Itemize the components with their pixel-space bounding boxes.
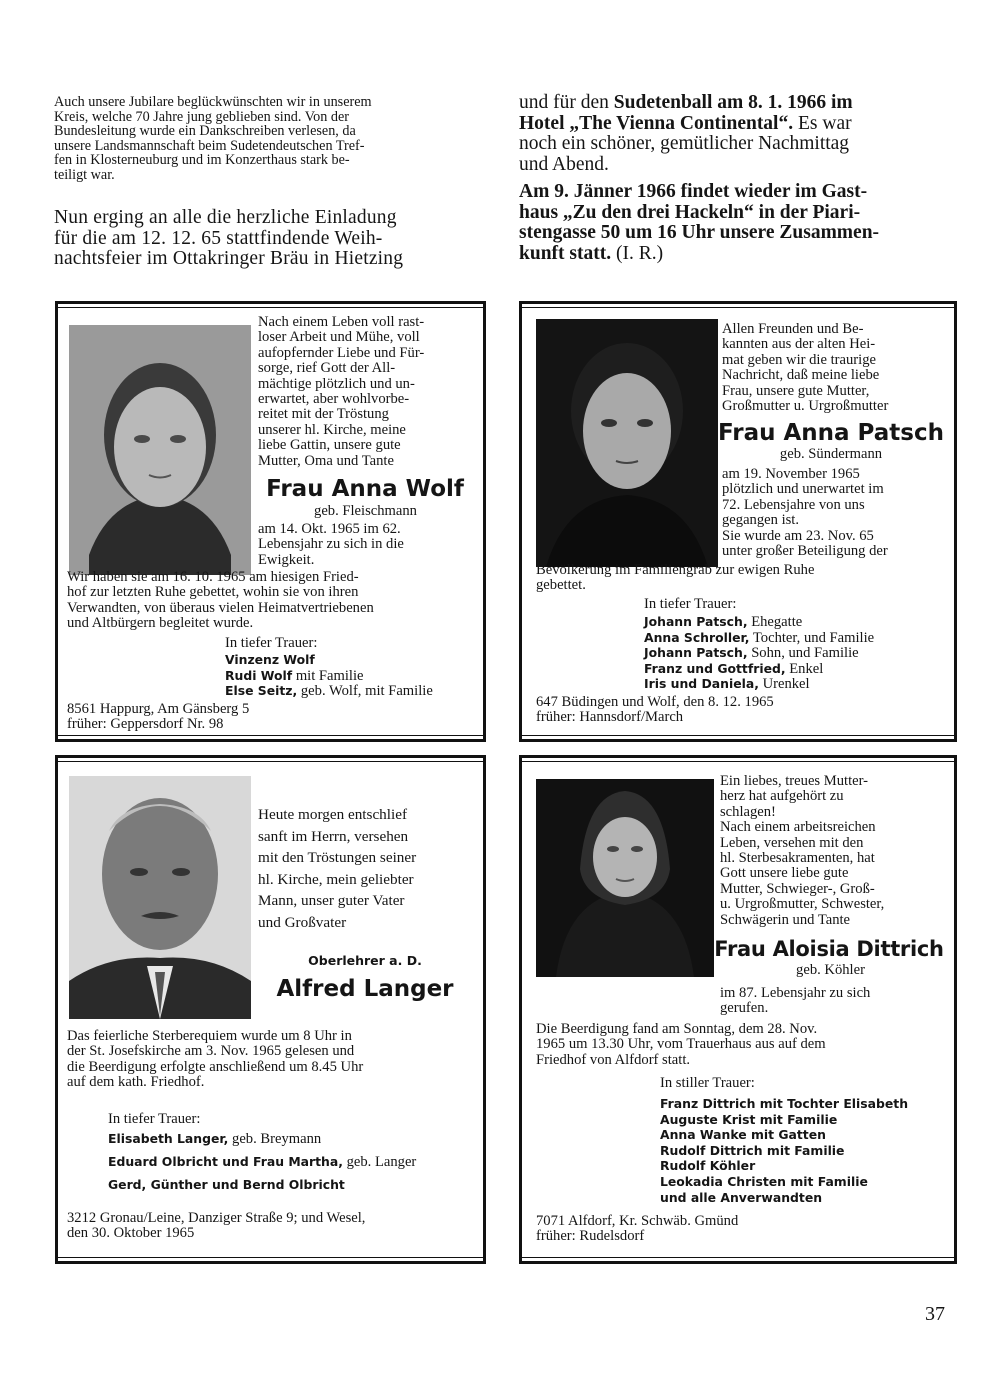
text-line: Schwägerin und Tante — [720, 911, 851, 928]
announcement — [519, 182, 959, 264]
portrait-photo — [69, 776, 251, 1019]
text-line: unter großer Beteiligung der — [722, 543, 888, 560]
text-line: liebe Gattin, unsere gute — [258, 437, 401, 454]
mourner — [108, 1154, 478, 1177]
text-line: früher: Rudelsdorf — [536, 1228, 645, 1245]
notice-body — [258, 804, 475, 934]
text-line: Allen Freunden und Be- — [722, 321, 864, 337]
text-line: unserer hl. Kirche, meine — [258, 421, 406, 438]
text-line: Lebensjahr zu sich in die — [258, 536, 404, 553]
lead-line: und Abend. — [519, 153, 609, 175]
maiden-name: geb. Köhler — [796, 962, 865, 978]
mourner — [108, 1177, 478, 1200]
text-line: gebettet. — [536, 577, 586, 594]
mourner-name: Iris und Daniela, — [644, 676, 759, 692]
text-line: Großmutter u. Urgroßmutter — [722, 398, 889, 415]
mourner-detail: Sohn, und Familie — [747, 645, 859, 662]
mourner-name: Gerd, Günther und Bernd Olbricht — [108, 1177, 345, 1192]
text-line: Friedhof von Alfdorf statt. — [536, 1051, 691, 1068]
text-line: am 19. November 1965 — [722, 466, 860, 482]
text-line: Frau, unsere gute Mutter, — [722, 382, 870, 399]
announce-line — [519, 244, 959, 265]
text-line: kannten aus der alten Hei- — [722, 336, 876, 353]
obituary-anna-wolf — [55, 301, 486, 742]
text-line: 3212 Gronau/Leine, Danziger Straße 9; und Wesel, — [67, 1210, 366, 1226]
text-line: teiligt war. — [54, 166, 115, 183]
mourner-list — [644, 614, 944, 692]
text-line: Ewigkeit. — [258, 551, 315, 568]
text-line: der St. Josefskirche am 3. Nov. 1965 gelesen und — [67, 1043, 355, 1060]
text-line: Verwandten, von überaus vielen Heimatvertriebenen — [67, 599, 374, 616]
text-line: reitet mit der Tröstung — [258, 406, 389, 423]
mourner — [225, 652, 475, 668]
mourner-detail: Tochter, und Familie — [749, 629, 875, 646]
text-line: Wir haben sie am 16. 10. 1965 am hiesigen Fried- — [67, 569, 359, 585]
address — [67, 1211, 477, 1242]
mourner: Auguste Krist mit Familie — [660, 1111, 838, 1127]
text-line: aufopfernder Liebe und Für- — [258, 344, 425, 361]
text-line: sanft im Herrn, versehen — [258, 827, 409, 845]
intro-lead — [54, 208, 494, 270]
text-line: Mutter, Oma und Tante — [258, 452, 394, 469]
text-line: früher: Hannsdorf/March — [536, 709, 684, 726]
mourner — [108, 1131, 478, 1154]
text-line: Bundesleitung wurde ein Dankschreiben verlesen, da — [54, 123, 356, 140]
burial-text — [536, 1022, 941, 1068]
lead-line — [519, 114, 959, 135]
notice-body — [720, 774, 941, 928]
mourner-name: Elisabeth Langer, — [108, 1131, 229, 1146]
deceased-name: Frau Aloisia Dittrich — [714, 937, 944, 961]
text-line: Sie wurde am 23. Nov. 65 — [722, 527, 874, 544]
announce-line: stengasse 50 um 16 Uhr unsere Zusammen- — [519, 222, 880, 243]
mourner: Franz Dittrich mit Tochter Elisabeth — [660, 1096, 909, 1111]
text-line: Nach einem arbeitsreichen — [720, 819, 876, 836]
mourner-name: Else Seitz, — [225, 683, 298, 698]
text-line: Nach einem Leben voll rast- — [258, 314, 425, 330]
mourner-detail: geb. Wolf, mit Familie — [297, 683, 433, 699]
mourner: Anna Wanke mit Gatten — [660, 1127, 826, 1143]
mourning-label: In stiller Trauer: — [660, 1075, 755, 1091]
obituary-alfred-langer — [55, 755, 486, 1264]
notice-body — [722, 322, 940, 414]
mourner-detail: geb. Langer — [342, 1154, 417, 1170]
text-line: Bevölkerung im Familiengrab zur ewigen Ruhe — [536, 562, 815, 578]
notice-body — [258, 315, 473, 469]
text-line: auf dem kath. Friedhof. — [67, 1074, 205, 1091]
mourner-list — [660, 1096, 950, 1205]
announce-line: haus „Zu den drei Hackeln“ in der Piari- — [519, 201, 861, 223]
lead-line — [519, 93, 959, 114]
text-line: Gott unsere liebe gute — [720, 865, 849, 882]
text-line: Mann, unser guter Vater — [258, 892, 405, 910]
announce-line: Am 9. Jänner 1966 findet wieder im Gast- — [519, 181, 868, 202]
text-line: Nachricht, daß meine liebe — [722, 367, 880, 384]
text-line: hl. Sterbesakramenten, hat — [720, 850, 875, 867]
lead-line: noch ein schöner, gemütlicher Nachmittag — [519, 133, 850, 154]
portrait-photo — [536, 779, 714, 977]
mourner-name: Eduard Olbricht und Frau Martha, — [108, 1154, 343, 1169]
text-line: 72. Lebensjahre von uns — [722, 496, 865, 513]
mourner-list — [108, 1131, 478, 1200]
text-line: mächtige plötzlich und un- — [258, 375, 415, 392]
text-line: hof zur letzten Ruhe gebettet, wohin sie von ihren — [67, 584, 359, 601]
address — [536, 695, 940, 726]
burial-text — [536, 563, 940, 594]
mourner-name: Johann Patsch, — [644, 645, 748, 661]
mourner — [644, 614, 944, 630]
text-line: schlagen! — [720, 803, 776, 820]
mourner — [644, 630, 944, 646]
maiden-name: geb. Fleischmann — [314, 503, 417, 519]
death-date — [722, 467, 940, 559]
text-line: die Beerdigung erfolgte anschließend um 8.45 Uhr — [67, 1058, 364, 1075]
text-bold: kunft statt. — [519, 242, 612, 264]
death-date — [720, 986, 941, 1017]
text-line: 8561 Happurg, Am Gänsberg 5 — [67, 701, 250, 717]
text-line: erwartet, aber wohlvorbe- — [258, 391, 410, 408]
text-line: am 14. Okt. 1965 im 62. — [258, 521, 401, 537]
address — [67, 702, 467, 733]
text-line: 1965 um 13.30 Uhr, vom Trauerhaus aus auf dem — [536, 1036, 826, 1053]
text-line: den 30. Oktober 1965 — [67, 1225, 195, 1242]
requiem-text — [67, 1029, 475, 1091]
text: und für den — [519, 92, 614, 113]
mourner: Rudolf Dittrich mit Familie — [660, 1142, 845, 1158]
text-line: mit den Tröstungen seiner — [258, 849, 417, 867]
mourner-name: Rudi Wolf — [225, 667, 293, 683]
signature: (I. R.) — [611, 242, 664, 264]
text-line: gerufen. — [720, 1000, 769, 1017]
text-line: und Altbürgern begleitet wurde. — [67, 615, 254, 632]
mourner — [644, 661, 944, 677]
deceased-name: Frau Anna Wolf — [266, 476, 464, 502]
text-line: mat geben wir die traurige — [722, 351, 876, 368]
text-line: Kreis, welche 70 Jahre jung geblieben sind. Von der — [54, 108, 349, 125]
page-number: 37 — [925, 1303, 945, 1325]
mourner-detail: mit Familie — [292, 667, 364, 684]
text-line: herz hat aufgehört zu — [720, 788, 844, 805]
text-line: 7071 Alfdorf, Kr. Schwäb. Gmünd — [536, 1213, 739, 1229]
text-line: fen in Klosterneuburg und im Konzerthaus stark be- — [54, 152, 350, 169]
text-line: u. Urgroßmutter, Schwester, — [720, 896, 885, 913]
mourner — [225, 683, 475, 699]
mourning-label: In tiefer Trauer: — [108, 1111, 201, 1127]
lead-line: nachtsfeier im Ottakringer Bräu in Hietzing — [54, 248, 404, 269]
lead-line: Nun erging an alle die herzliche Einladung — [54, 207, 397, 228]
text-line: unsere Landsmannschaft beim Sudetendeutschen Tref- — [54, 137, 365, 154]
text-line: und Großvater — [258, 913, 347, 931]
mourning-label: In tiefer Trauer: — [225, 635, 318, 651]
mourner: Rudolf Köhler — [660, 1158, 756, 1174]
address — [536, 1214, 941, 1245]
text-line: Die Beerdigung fand am Sonntag, dem 28. Nov. — [536, 1021, 818, 1037]
mourner-name: Franz und Gottfried, — [644, 660, 786, 676]
mourner-name: Anna Schroller, — [644, 629, 750, 645]
text: Es war — [793, 112, 852, 134]
text-line: Leben, versehen mit den — [720, 834, 864, 851]
portrait-photo — [536, 319, 718, 567]
burial-text — [67, 570, 474, 632]
mourner-name: Vinzenz Wolf — [225, 652, 315, 667]
text-line: Das feierliche Sterberequiem wurde um 8 Uhr in — [67, 1028, 352, 1044]
mourner-list — [225, 652, 475, 699]
text-line: Auch unsere Jubilare beglückwünschten wir in unserem — [54, 94, 372, 110]
obituary-anna-patsch — [519, 301, 957, 742]
mourner — [644, 676, 944, 692]
mourner — [225, 668, 475, 684]
death-date — [258, 522, 473, 568]
mourner-name: Johann Patsch, — [644, 614, 748, 629]
text-line: Ein liebes, treues Mutter- — [720, 773, 869, 789]
mourner — [644, 645, 944, 661]
mourner-detail: geb. Breymann — [228, 1131, 322, 1147]
text-line: Heute morgen entschlief — [258, 806, 408, 823]
mourner-detail: Enkel — [785, 660, 824, 677]
text-bold: Hotel „The Vienna Continental“. — [519, 112, 794, 134]
text-line: gegangen ist. — [722, 512, 800, 529]
mourner: Leokadia Christen mit Familie — [660, 1173, 868, 1189]
text-line: plötzlich und unerwartet im — [722, 481, 884, 498]
intro-paragraph — [54, 95, 486, 183]
maiden-name: geb. Sündermann — [779, 446, 883, 462]
mourner-detail: Urenkel — [758, 676, 810, 693]
text-line: sorge, rief Gott der All- — [258, 360, 396, 377]
deceased-name: Alfred Langer — [276, 976, 454, 1002]
deceased-title: Oberlehrer a. D. — [308, 953, 422, 968]
text-line: hl. Kirche, mein geliebter — [258, 870, 414, 888]
text-line: früher: Geppersdorf Nr. 98 — [67, 716, 224, 733]
intro-right-column — [519, 93, 959, 175]
obituary-aloisia-dittrich — [519, 755, 957, 1264]
portrait-photo — [69, 325, 251, 575]
mourner-detail: Ehegatte — [747, 614, 803, 630]
mourner: und alle Anverwandten — [660, 1189, 823, 1205]
text-line: im 87. Lebensjahr zu sich — [720, 985, 871, 1001]
mourning-label: In tiefer Trauer: — [644, 596, 737, 612]
text-bold: Sudetenball am 8. 1. 1966 im — [613, 92, 853, 113]
lead-line: für die am 12. 12. 65 stattfindende Weih- — [54, 227, 383, 249]
text-line: Mutter, Schwieger-, Groß- — [720, 880, 875, 897]
deceased-name: Frau Anna Patsch — [717, 420, 944, 446]
text-line: loser Arbeit und Mühe, voll — [258, 329, 420, 346]
text-line: 647 Büdingen und Wolf, den 8. 12. 1965 — [536, 694, 774, 710]
